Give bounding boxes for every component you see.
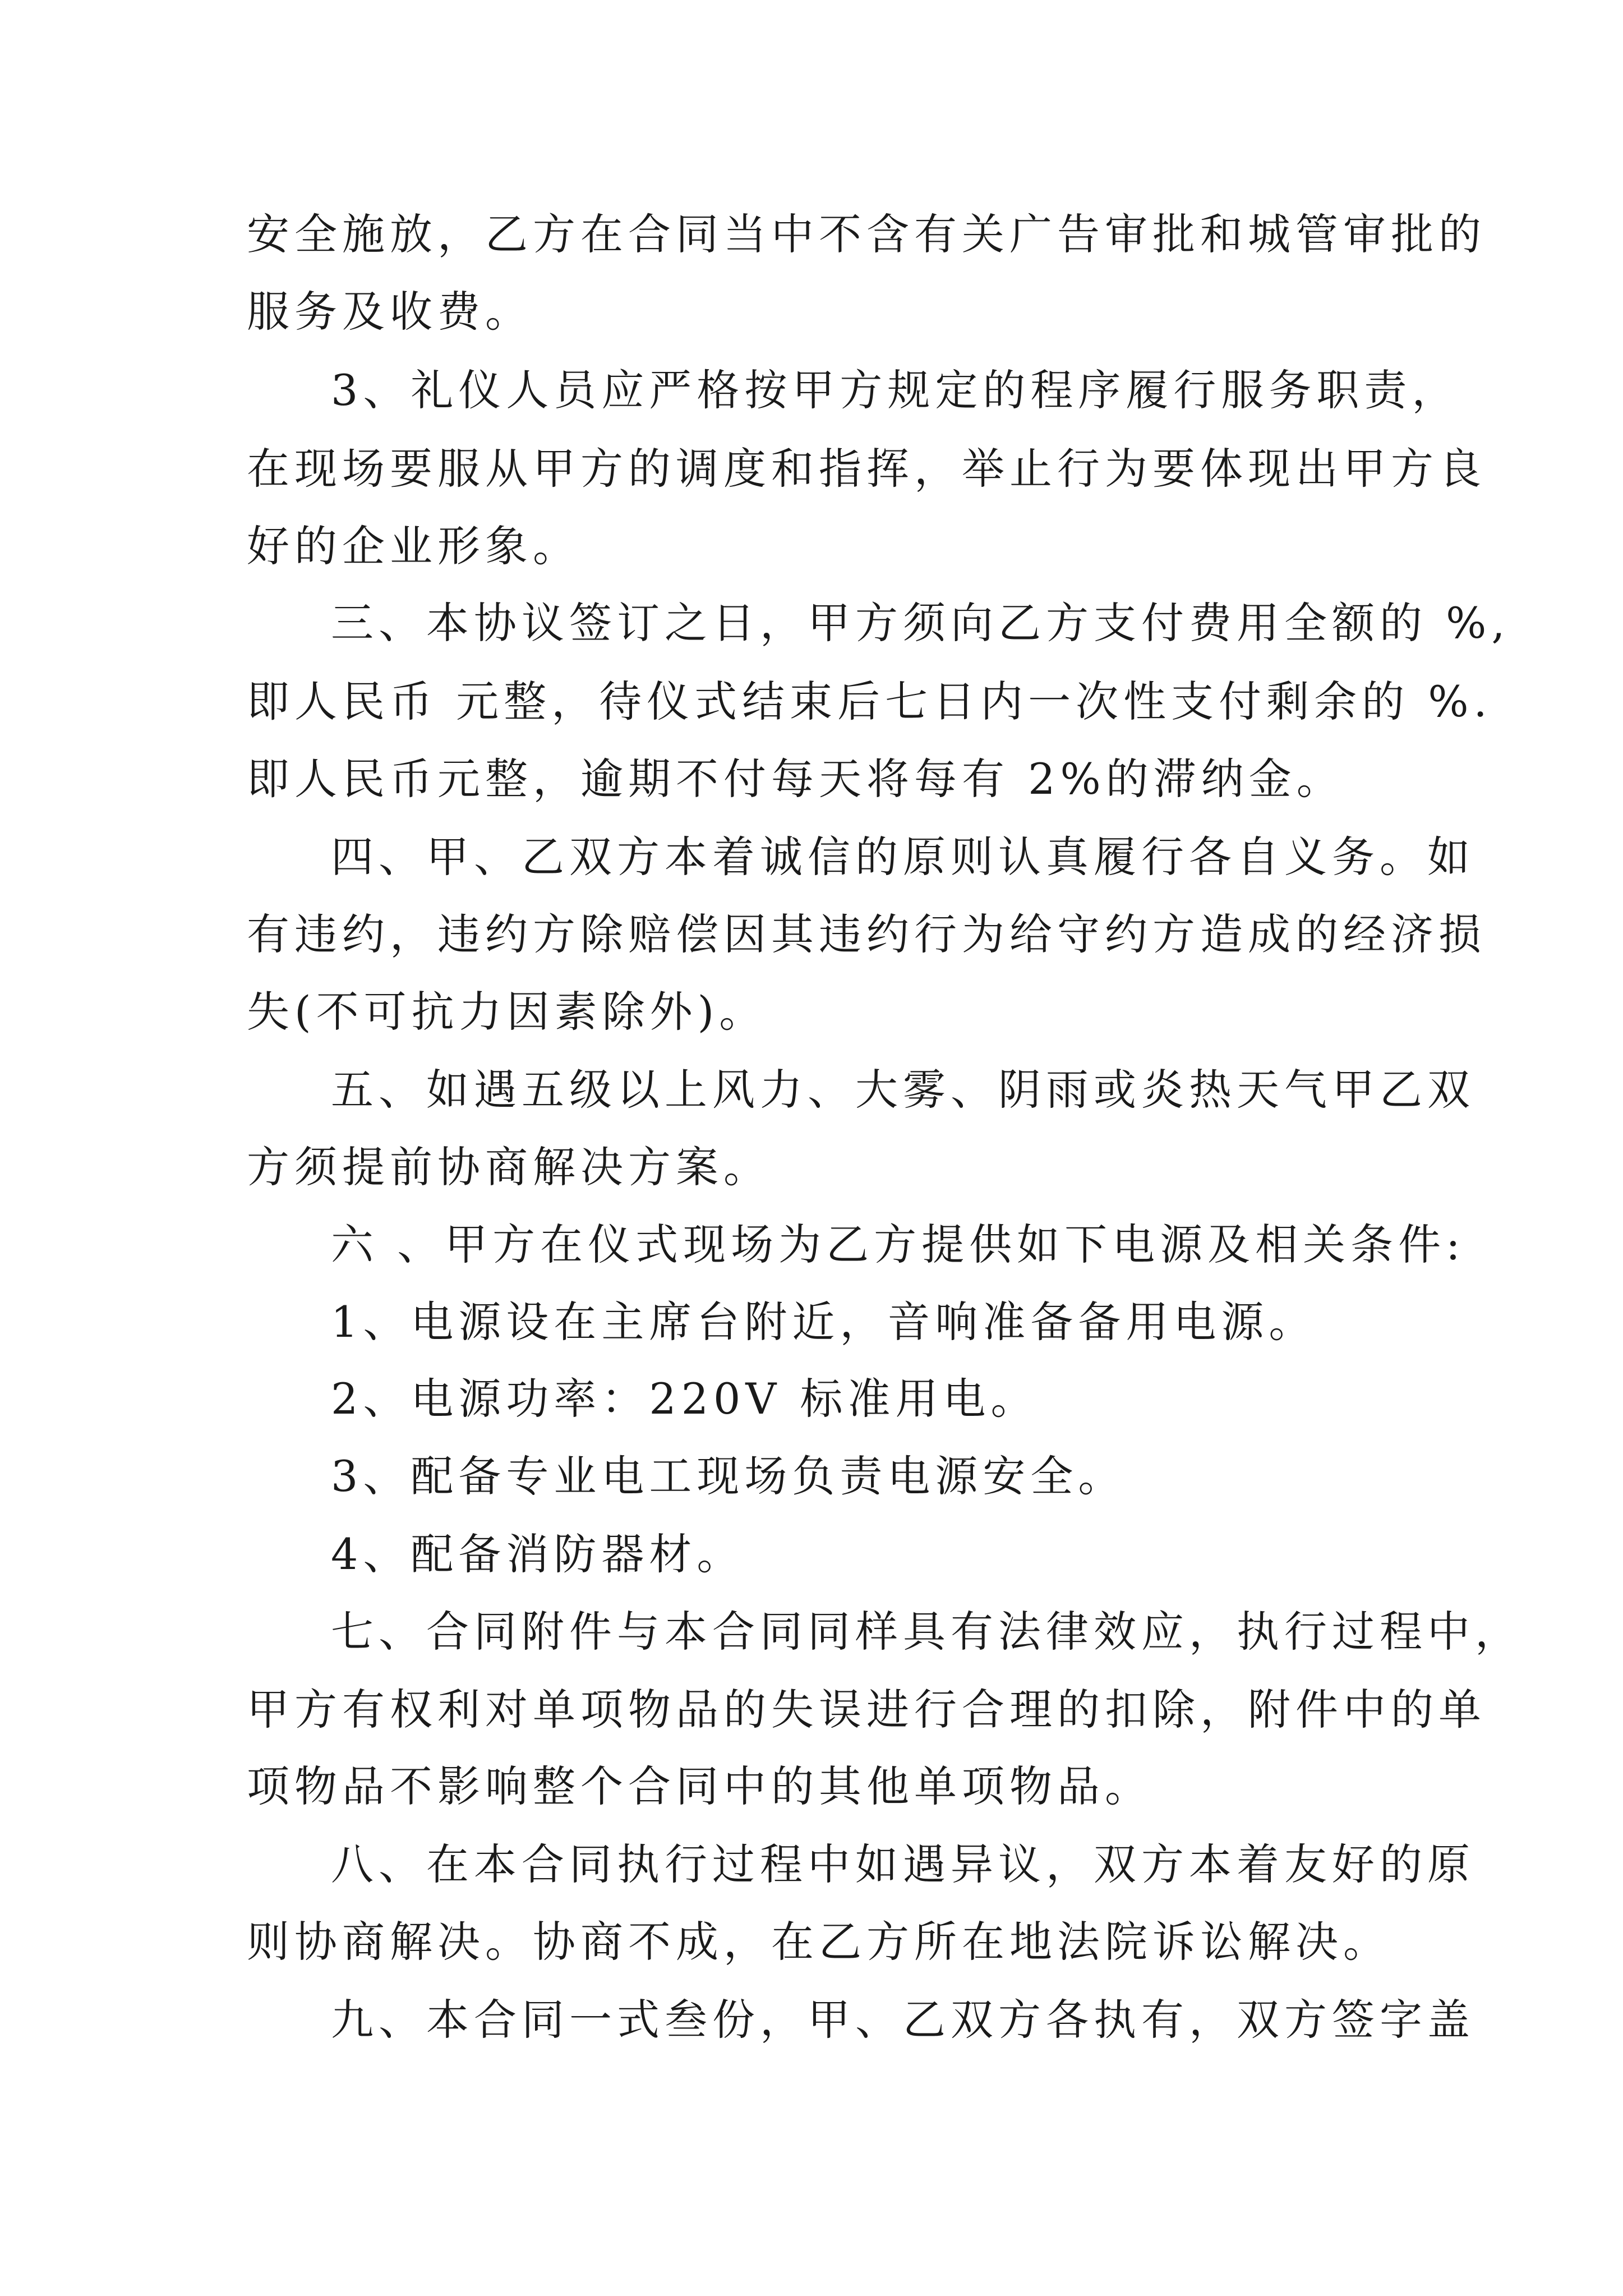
text-line: 即人民币元整，逾期不付每天将每有 2%的滞纳金。 [247,754,1344,804]
text-line: 三、本协议签订之日，甲方须向乙方支付费用全额的 %, [331,598,1510,648]
text-line: 方须提前协商解决方案。 [247,1142,771,1192]
text-line: 甲方有权利对单项物品的失误进行合理的扣除，附件中的单 [247,1685,1486,1734]
text-line: 失(不可抗力因素除外)。 [247,987,767,1037]
text-line: 在现场要服从甲方的调度和指挥，举止行为要体现出甲方良 [247,444,1486,494]
text-line: 九、本合同一式叁份，甲、乙双方各执有，双方签字盖 [331,1995,1475,2045]
text-line: 有违约，违约方除赔偿因其违约行为给守约方造成的经济损 [247,909,1486,959]
text-line: 即人民币 元整，待仪式结束后七日内一次性支付剩余的 %. [247,677,1492,726]
text-line: 项物品不影响整个合同中的其他单项物品。 [247,1761,1152,1811]
text-line: 1、电源设在主席台附近，音响准备备用电源。 [331,1297,1317,1347]
text-line: 七、合同附件与本合同同样具有法律效应，执行过程中， [331,1607,1523,1657]
text-line: 六 、甲方在仪式现场为乙方提供如下电源及相关条件: [331,1220,1465,1269]
text-line: 3、配备专业电工现场负责电源安全。 [331,1451,1126,1501]
text-line: 服务及收费。 [247,287,533,337]
text-line: 四、甲、乙双方本着诚信的原则认真履行各自义务。如 [331,832,1475,882]
text-line: 五、如遇五级以上风力、大雾、阴雨或炎热天气甲乙双 [331,1065,1475,1115]
text-line: 安全施放，乙方在合同当中不含有关广告审批和城管审批的 [247,209,1486,259]
text-line: 3、礼仪人员应严格按甲方规定的程序履行服务职责， [331,365,1460,415]
text-line: 4、配备消防器材。 [331,1529,745,1579]
text-line: 八、在本合同执行过程中如遇异议，双方本着友好的原 [331,1839,1475,1889]
text-line: 好的企业形象。 [247,521,580,571]
text-line: 则协商解决。协商不成，在乙方所在地法院诉讼解决。 [247,1917,1391,1967]
text-line: 2、电源功率：220V 标准用电。 [331,1374,1039,1424]
